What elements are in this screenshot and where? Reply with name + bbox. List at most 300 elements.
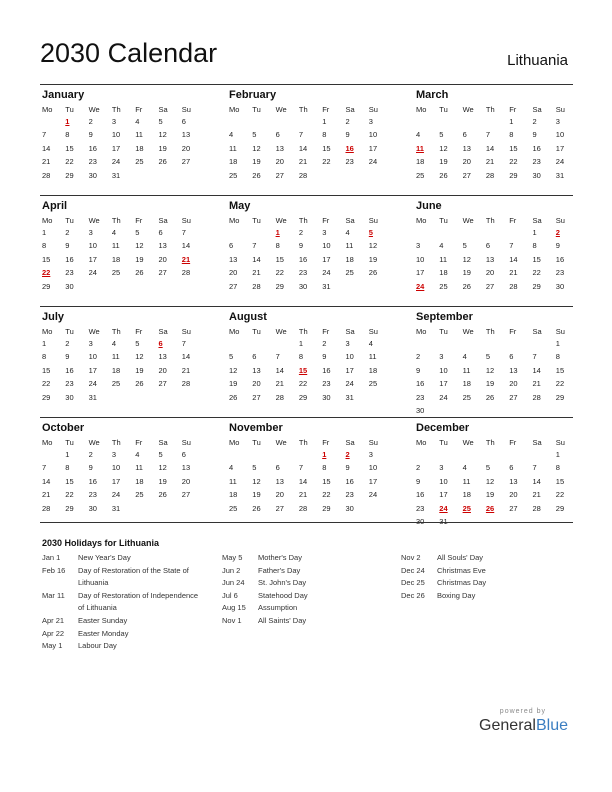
empty-cell <box>437 226 460 239</box>
day-cell: 15 <box>65 476 74 486</box>
day-cell: 26 <box>135 379 144 389</box>
day-cell: 22 <box>322 157 331 167</box>
weekday-label: Sa <box>158 438 168 447</box>
month-august <box>227 307 414 417</box>
holiday-day: 24 <box>439 503 448 513</box>
empty-cell <box>274 448 297 461</box>
day-cell: 8 <box>509 130 514 140</box>
day-cell: 16 <box>416 490 425 500</box>
day-cell: 15 <box>509 143 518 153</box>
weekday-label: Tu <box>65 438 74 447</box>
day-cell: 25 <box>368 379 378 389</box>
weekday-label: Su <box>555 438 565 447</box>
day-cell: 13 <box>252 365 261 375</box>
weekday-label: Mo <box>416 438 427 447</box>
day-cell: 3 <box>439 463 444 473</box>
weekday-label: Su <box>368 216 378 225</box>
day-cell: 27 <box>181 157 191 167</box>
day-cell: 20 <box>252 379 261 389</box>
day-cell: 20 <box>158 254 167 264</box>
brand-name <box>479 717 568 735</box>
day-cell: 19 <box>368 254 378 264</box>
day-cell: 19 <box>485 490 495 500</box>
day-cell: 16 <box>532 143 541 153</box>
day-cell: 7 <box>181 339 186 348</box>
day-cell: 10 <box>439 476 448 486</box>
day-cell: 27 <box>229 281 238 291</box>
day-cell: 27 <box>181 490 191 500</box>
day-cell: 1 <box>322 117 327 126</box>
day-cell: 1 <box>509 117 514 126</box>
day-cell: 29 <box>555 392 565 402</box>
day-cell: 10 <box>322 241 331 251</box>
day-cell: 19 <box>229 379 238 389</box>
day-cell: 27 <box>158 268 167 278</box>
weekday-label: Tu <box>439 438 448 447</box>
weekday-header <box>414 103 573 115</box>
empty-cell <box>414 337 437 350</box>
empty-cell <box>274 337 297 350</box>
day-cell: 12 <box>462 254 471 264</box>
empty-cell <box>437 448 460 461</box>
holiday-item <box>42 590 212 603</box>
holiday-date: Jul 6 <box>222 590 238 600</box>
holiday-day: 11 <box>416 143 424 153</box>
day-cell: 16 <box>65 365 74 375</box>
empty-cell <box>227 115 250 128</box>
month-february <box>227 85 414 195</box>
holiday-day: 22 <box>42 268 51 278</box>
day-cell: 4 <box>439 241 444 251</box>
holiday-date: Jun 2 <box>222 565 241 575</box>
weekday-header <box>227 103 414 115</box>
day-cell: 13 <box>158 352 167 362</box>
day-cell: 26 <box>485 392 495 402</box>
day-cell: 30 <box>416 405 425 415</box>
day-cell: 9 <box>65 241 70 251</box>
day-cell: 30 <box>65 281 74 291</box>
weekday-label: We <box>462 216 474 225</box>
day-cell: 25 <box>135 157 144 167</box>
day-cell: 27 <box>509 392 518 402</box>
weekday-label: Th <box>485 438 495 447</box>
day-cell: 8 <box>42 352 47 362</box>
day-cell: 12 <box>229 365 238 375</box>
day-cell: 4 <box>135 450 140 459</box>
weekday-label: We <box>462 327 474 336</box>
day-cell: 18 <box>345 254 354 264</box>
day-cell: 14 <box>275 365 284 375</box>
day-cell: 2 <box>322 339 327 348</box>
day-cell: 8 <box>65 130 70 140</box>
day-cell: 21 <box>181 365 191 375</box>
weekday-label: Th <box>111 216 121 225</box>
day-cell: 3 <box>439 352 444 362</box>
day-cell: 21 <box>509 268 518 278</box>
empty-cell <box>414 115 437 128</box>
day-cell: 27 <box>158 379 167 389</box>
day-cell: 4 <box>229 130 234 140</box>
day-cell: 6 <box>462 130 467 140</box>
day-cell: 6 <box>509 352 514 362</box>
day-cell: 6 <box>275 130 280 140</box>
month-name: October <box>42 422 85 434</box>
weekday-label: We <box>88 105 100 114</box>
weekday-label: Fr <box>509 105 517 114</box>
day-cell: 19 <box>439 157 448 167</box>
month-april <box>40 196 227 306</box>
day-cell: 13 <box>181 130 191 140</box>
day-cell: 29 <box>555 503 565 513</box>
day-cell: 28 <box>298 503 308 513</box>
holiday-day: 25 <box>462 503 471 513</box>
holiday-day: 15 <box>298 365 308 375</box>
day-cell: 12 <box>158 130 167 140</box>
holiday-name: Day of Restoration of the State of <box>78 565 189 575</box>
day-cell: 19 <box>462 268 471 278</box>
day-cell: 9 <box>416 365 421 375</box>
day-cell: 17 <box>111 476 121 486</box>
weekday-label: Su <box>555 105 565 114</box>
weekday-label: Sa <box>345 327 355 336</box>
day-cell: 22 <box>65 157 74 167</box>
weekday-label: Su <box>181 105 191 114</box>
weekday-label: Sa <box>532 327 542 336</box>
day-cell: 19 <box>252 490 261 500</box>
holiday-day: 24 <box>416 281 425 291</box>
holiday-date: Jun 24 <box>222 578 245 588</box>
holiday-day: 5 <box>368 228 373 237</box>
month-name: January <box>42 89 85 101</box>
day-cell: 14 <box>181 352 191 362</box>
weekday-label: Su <box>181 438 191 447</box>
holiday-name: New Year's Day <box>78 553 131 562</box>
day-cell: 23 <box>532 157 541 167</box>
day-cell: 21 <box>532 490 541 500</box>
day-cell: 6 <box>181 117 186 126</box>
day-cell: 7 <box>532 463 537 473</box>
weekday-label: Mo <box>42 327 53 336</box>
holiday-date: Nov 2 <box>401 553 421 562</box>
day-cell: 22 <box>509 157 518 167</box>
holiday-name: Boxing Day <box>437 590 476 600</box>
holiday-day: 2 <box>345 450 350 459</box>
day-cell: 4 <box>135 117 140 126</box>
day-cell: 10 <box>88 241 97 251</box>
day-cell: 3 <box>345 339 350 348</box>
month-october <box>40 418 227 528</box>
weekday-label: We <box>88 438 100 447</box>
weekday-header <box>227 214 414 226</box>
day-cell: 17 <box>345 365 354 375</box>
empty-cell <box>250 337 273 350</box>
weekday-label: Tu <box>65 327 74 336</box>
month-name: December <box>416 422 470 434</box>
holiday-item <box>42 565 212 578</box>
month-january <box>40 85 227 195</box>
day-cell: 12 <box>135 241 144 251</box>
day-cell: 30 <box>416 516 425 526</box>
day-grid <box>227 448 414 515</box>
holiday-item <box>401 590 571 603</box>
day-cell: 2 <box>88 117 93 126</box>
day-cell: 10 <box>555 130 565 140</box>
holiday-name: All Saints' Day <box>258 615 307 625</box>
holiday-date <box>42 577 78 590</box>
day-cell: 17 <box>439 379 448 389</box>
day-cell: 28 <box>42 170 51 180</box>
day-cell: 4 <box>416 130 421 140</box>
holiday-day: 16 <box>345 143 354 153</box>
day-cell: 31 <box>555 170 565 180</box>
weekday-label: Tu <box>439 105 448 114</box>
holiday-item <box>222 565 392 578</box>
day-cell: 25 <box>462 392 471 402</box>
day-cell: 1 <box>555 339 560 348</box>
day-cell: 16 <box>416 379 425 389</box>
day-cell: 22 <box>65 490 74 500</box>
weekday-label: Th <box>298 105 308 114</box>
day-cell: 28 <box>298 170 308 180</box>
day-cell: 5 <box>485 352 491 362</box>
day-cell: 1 <box>42 228 47 237</box>
day-cell: 12 <box>252 476 261 486</box>
day-cell: 7 <box>485 130 491 140</box>
weekday-label: Th <box>111 105 121 114</box>
weekday-label: Mo <box>416 327 427 336</box>
day-cell: 26 <box>229 392 238 402</box>
day-cell: 14 <box>485 143 495 153</box>
holiday-item <box>42 615 212 628</box>
holiday-item <box>42 552 212 565</box>
day-cell: 12 <box>485 476 495 486</box>
brand-general: General <box>479 717 536 734</box>
day-cell: 8 <box>322 130 327 140</box>
day-cell: 26 <box>135 268 144 278</box>
day-cell: 19 <box>158 476 167 486</box>
day-cell: 9 <box>298 241 304 251</box>
day-cell: 26 <box>439 170 448 180</box>
day-cell: 19 <box>158 143 167 153</box>
empty-cell <box>297 448 320 461</box>
day-cell: 6 <box>158 228 163 237</box>
weekday-header <box>40 214 227 226</box>
empty-cell <box>530 337 553 350</box>
day-grid <box>227 337 414 404</box>
day-cell: 29 <box>275 281 284 291</box>
day-cell: 25 <box>111 379 121 389</box>
day-cell: 7 <box>252 241 257 251</box>
day-cell: 26 <box>252 503 261 513</box>
day-cell: 10 <box>345 352 354 362</box>
day-cell: 30 <box>298 281 308 291</box>
day-cell: 28 <box>509 281 518 291</box>
weekday-label: Mo <box>42 438 53 447</box>
day-cell: 24 <box>111 490 121 500</box>
day-cell: 4 <box>345 228 350 237</box>
holiday-name: All Souls' Day <box>437 553 484 562</box>
day-cell: 11 <box>229 143 237 153</box>
day-cell: 25 <box>416 170 425 180</box>
weekday-label: Su <box>555 216 565 225</box>
day-cell: 26 <box>158 490 167 500</box>
day-cell: 27 <box>252 392 261 402</box>
day-cell: 3 <box>368 117 373 126</box>
weekday-label: We <box>275 105 287 114</box>
day-cell: 28 <box>181 268 191 278</box>
day-cell: 29 <box>65 170 74 180</box>
day-cell: 29 <box>42 281 51 291</box>
day-cell: 16 <box>88 143 97 153</box>
day-cell: 22 <box>555 379 565 389</box>
weekday-label: Mo <box>42 216 53 225</box>
page-title: 2030 Calendar <box>40 38 218 68</box>
day-cell: 17 <box>322 254 331 264</box>
day-cell: 11 <box>462 365 471 375</box>
weekday-label: Tu <box>65 105 74 114</box>
day-cell: 22 <box>322 490 331 500</box>
month-november <box>227 418 414 528</box>
day-cell: 8 <box>275 241 280 251</box>
month-name: May <box>229 200 251 212</box>
weekday-label: Mo <box>416 105 427 114</box>
day-cell: 2 <box>532 117 537 126</box>
weekday-header <box>227 325 414 337</box>
day-cell: 4 <box>111 339 117 348</box>
day-cell: 9 <box>555 241 560 251</box>
month-name: November <box>229 422 283 434</box>
day-cell: 9 <box>532 130 537 140</box>
month-december <box>414 418 573 528</box>
holiday-day: 6 <box>158 339 163 348</box>
day-cell: 19 <box>485 379 495 389</box>
brand-blue: Blue <box>535 717 568 734</box>
day-cell: 13 <box>275 143 284 153</box>
day-cell: 8 <box>555 463 560 473</box>
day-cell: 30 <box>88 170 97 180</box>
day-cell: 14 <box>42 143 51 153</box>
holiday-date <box>42 602 78 615</box>
weekday-label: Su <box>368 438 378 447</box>
day-cell: 23 <box>322 379 331 389</box>
holiday-day: 2 <box>555 228 560 237</box>
weekday-label: Fr <box>509 438 517 447</box>
day-cell: 7 <box>509 241 514 251</box>
empty-cell <box>461 337 484 350</box>
day-cell: 30 <box>65 392 74 402</box>
generalblue-logo[interactable] <box>479 708 568 735</box>
day-cell: 30 <box>345 503 354 513</box>
weekday-label: Sa <box>532 105 542 114</box>
day-cell: 10 <box>439 365 448 375</box>
holiday-day: 1 <box>275 228 280 237</box>
day-cell: 15 <box>65 143 74 153</box>
day-cell: 28 <box>532 503 541 513</box>
day-cell: 18 <box>229 157 238 167</box>
day-cell: 18 <box>135 476 144 486</box>
day-cell: 5 <box>252 130 257 140</box>
powered-by-text: powered by <box>499 708 546 715</box>
day-cell: 16 <box>65 254 74 264</box>
day-grid <box>40 226 227 293</box>
day-cell: 18 <box>111 254 121 264</box>
day-cell: 27 <box>275 170 284 180</box>
day-cell: 20 <box>509 490 518 500</box>
empty-cell <box>507 226 530 239</box>
weekday-label: Tu <box>252 327 261 336</box>
month-name: August <box>229 311 267 323</box>
day-cell: 25 <box>439 281 448 291</box>
weekday-label: We <box>462 105 474 114</box>
day-cell: 30 <box>555 281 565 291</box>
weekday-label: Sa <box>345 438 355 447</box>
day-cell: 14 <box>298 143 308 153</box>
day-cell: 23 <box>345 490 354 500</box>
day-cell: 18 <box>368 365 378 375</box>
day-cell: 25 <box>229 170 238 180</box>
day-cell: 7 <box>181 228 186 237</box>
holiday-date: Apr 22 <box>42 628 65 638</box>
day-cell: 31 <box>322 281 331 291</box>
day-cell: 15 <box>42 365 51 375</box>
weekday-label: Su <box>555 327 565 336</box>
day-cell: 1 <box>298 339 304 348</box>
day-cell: 30 <box>88 503 97 513</box>
day-cell: 26 <box>368 268 378 278</box>
empty-cell <box>507 337 530 350</box>
holiday-name: Assumption <box>258 603 298 613</box>
day-cell: 3 <box>88 339 93 348</box>
day-cell: 4 <box>462 463 467 473</box>
day-cell: 9 <box>88 463 93 473</box>
day-cell: 3 <box>111 117 117 126</box>
day-cell: 28 <box>42 503 51 513</box>
weekday-label: Fr <box>135 327 143 336</box>
weekday-label: Th <box>111 438 121 447</box>
weekday-label: Su <box>181 327 191 336</box>
day-cell: 4 <box>111 228 117 237</box>
weekday-header <box>40 436 227 448</box>
day-cell: 5 <box>462 241 467 251</box>
day-cell: 8 <box>322 463 327 473</box>
day-cell: 25 <box>135 490 144 500</box>
weekday-label: Mo <box>229 327 240 336</box>
calendar-grid <box>40 84 573 528</box>
holiday-name: Statehood Day <box>258 590 308 600</box>
weekday-label: Tu <box>439 327 448 336</box>
holiday-item <box>401 565 571 578</box>
day-cell: 21 <box>42 490 51 500</box>
weekday-label: Th <box>485 105 495 114</box>
day-cell: 17 <box>555 143 565 153</box>
day-cell: 22 <box>555 490 565 500</box>
day-cell: 14 <box>509 254 518 264</box>
month-row <box>40 306 573 417</box>
day-cell: 11 <box>229 476 237 486</box>
day-cell: 15 <box>555 476 565 486</box>
day-cell: 18 <box>416 157 425 167</box>
day-cell: 14 <box>252 254 261 264</box>
day-cell: 14 <box>532 476 541 486</box>
weekday-label: Mo <box>229 105 240 114</box>
holidays-title: 2030 Holidays for Lithuania <box>42 538 160 548</box>
empty-cell <box>274 115 297 128</box>
day-cell: 24 <box>368 490 378 500</box>
holiday-column-1 <box>42 552 212 653</box>
day-cell: 25 <box>345 268 354 278</box>
holiday-item <box>222 552 392 565</box>
day-cell: 1 <box>532 228 537 237</box>
